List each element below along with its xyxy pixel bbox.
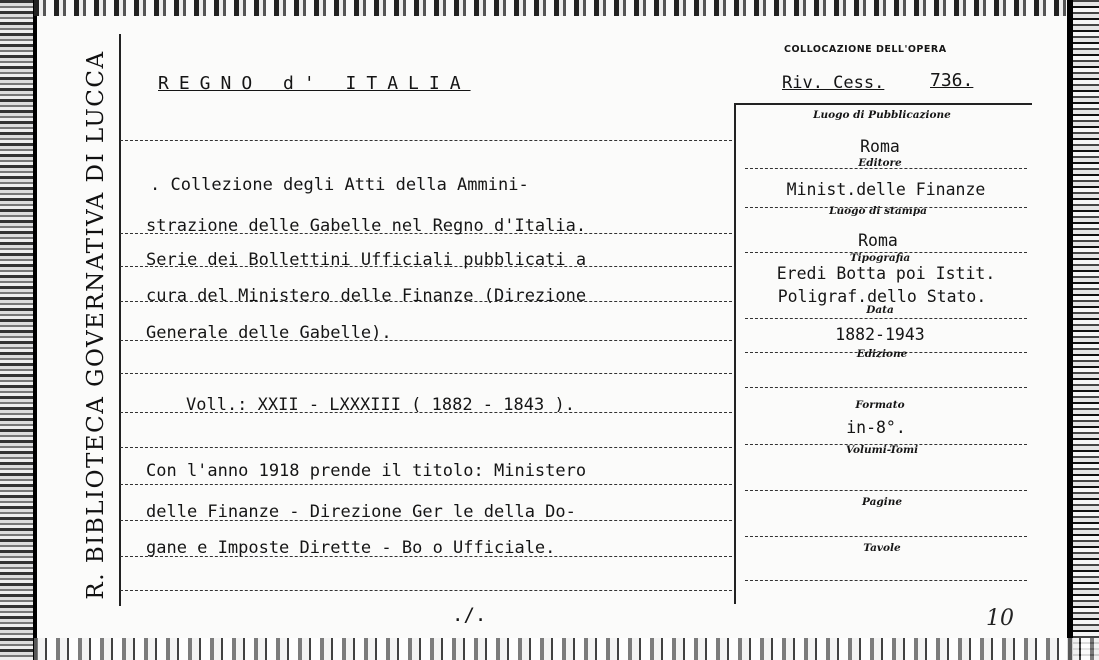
body-line: . Collezione degli Atti della Ammini-	[150, 175, 529, 195]
volumes-line: Voll.: XXII - LXXXIII ( 1882 - 1843 ).	[186, 395, 575, 415]
value-data: 1882-1943	[835, 325, 925, 344]
collocation-value: Riv. Cess.	[782, 73, 885, 93]
handwritten-number: 10	[986, 606, 1014, 631]
rule	[745, 580, 1027, 581]
rule	[120, 447, 732, 448]
rule	[120, 484, 732, 485]
body-line: strazione delle Gabelle nel Regno d'Italia.	[146, 216, 587, 236]
value-luogo-stampa: Roma	[858, 231, 898, 250]
label-volumi: Volumi-Tomi	[845, 444, 919, 456]
body-line: Generale delle Gabelle).	[146, 323, 392, 343]
scan-edge-bottom	[34, 638, 1099, 660]
label-tavole: Tavole	[863, 542, 901, 554]
continuation-mark: ./.	[452, 604, 487, 626]
rule	[745, 490, 1027, 491]
body-line: cura del Ministero delle Finanze (Direzione	[146, 286, 587, 306]
label-luogo-stampa: Luogo di stampa	[829, 205, 927, 217]
label-data: Data	[866, 304, 894, 316]
value-formato: in-8°.	[846, 418, 906, 437]
value-luogo-pubblicazione: Roma	[860, 137, 900, 156]
value-tipografia-2: Poligraf.dello Stato.	[777, 287, 987, 306]
library-name-vertical	[66, 40, 126, 610]
card-title: REGNO d' ITALIA	[158, 73, 471, 94]
label-editore: Editore	[858, 157, 902, 169]
rule	[120, 140, 732, 141]
scan-edge-top	[34, 0, 1099, 16]
label-tipografia: Tipografia	[849, 252, 911, 264]
rule	[745, 536, 1027, 537]
rule	[745, 387, 1027, 388]
body-line: delle Finanze - Direzione Ger le della Do-	[146, 502, 576, 522]
rule	[120, 590, 732, 591]
rule	[120, 373, 732, 374]
label-pagine: Pagine	[861, 496, 903, 508]
rule	[745, 318, 1027, 319]
library-name: R. BIBLIOTECA GOVERNATIVA DI LUCCA	[83, 50, 109, 600]
scan-edge-right	[1067, 0, 1099, 660]
scan-edge-left	[0, 0, 34, 660]
body-line: gane e Imposte Dirette - Bo o Ufficiale.	[146, 538, 556, 558]
value-editore: Minist.delle Finanze	[786, 180, 986, 199]
body-line: Con l'anno 1918 prende il titolo: Ministero	[146, 461, 587, 481]
collocation-label: COLLOCAZIONE DELL'OPERA	[784, 44, 947, 55]
label-luogo-pubblicazione: Luogo di Pubblicazione	[813, 109, 951, 121]
body-line: Serie dei Bollettini Ufficiali pubblicati a	[146, 250, 587, 270]
side-column-rule	[734, 104, 736, 604]
value-tipografia-1: Eredi Botta poi Istit.	[776, 264, 996, 283]
side-top-rule	[734, 103, 1032, 105]
collocation-number: 736.	[930, 70, 974, 91]
label-formato: Formato	[855, 399, 905, 411]
label-edizione: Edizione	[856, 348, 908, 360]
